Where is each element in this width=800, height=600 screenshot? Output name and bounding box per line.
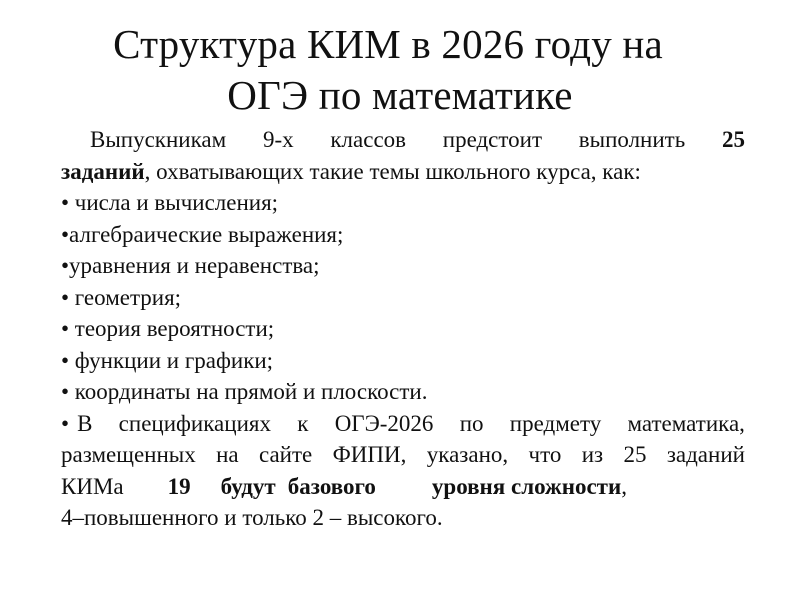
spec-word: что: [528, 442, 562, 467]
spec-word: из: [581, 442, 604, 467]
tasks-word: заданий: [61, 158, 145, 184]
intro-word: классов: [330, 127, 407, 152]
spec-word: к: [297, 410, 309, 436]
intro-word: предстоит: [442, 127, 542, 152]
topic-item: • теория вероятности;: [61, 316, 275, 341]
bold-word: уровня сложности: [431, 473, 622, 499]
spec-word: спецификациях: [118, 410, 271, 436]
basic-level-count: 19: [167, 473, 191, 499]
topic-item: • числа и вычисления;: [61, 190, 279, 215]
spec-word: заданий: [666, 442, 745, 467]
slide-title-line-2: ОГЭ по математике: [227, 72, 573, 118]
bullet-mark: •: [61, 410, 70, 436]
comma: ,: [621, 473, 627, 499]
spec-word: по: [459, 410, 484, 436]
spec-word: В: [77, 410, 93, 436]
topic-item: • функции и графики;: [61, 347, 274, 373]
bold-word: будут: [220, 473, 276, 499]
spec-word: 25: [623, 442, 647, 467]
intro-line-1: [61, 124, 745, 156]
task-count: 25: [721, 127, 745, 152]
spec-line-3: [61, 471, 745, 503]
spec-line-4: 4–повышенного и только 2 – высокого.: [61, 505, 443, 530]
intro-word: выполнить: [578, 127, 686, 152]
spec-word: математика,: [627, 410, 745, 436]
topic-item: • геометрия;: [61, 284, 182, 310]
slide-body: [61, 124, 745, 534]
spec-word: на: [216, 442, 239, 467]
topic-item: • координаты на прямой и плоскости.: [61, 379, 428, 404]
topic-item: •алгебраические выражения;: [61, 221, 344, 247]
slide-title-line-1: Структура КИМ в 2026 году на: [113, 21, 663, 67]
intro-word: Выпускникам: [90, 127, 227, 152]
spec-word: ОГЭ-2026: [334, 410, 434, 436]
spec-word: сайте: [258, 442, 313, 467]
spec-word: указано,: [426, 442, 509, 467]
spec-line-2: [61, 439, 745, 471]
intro-word: 9-х: [262, 127, 294, 152]
spec-word: размещенных: [61, 442, 196, 467]
bold-word: базового: [287, 473, 376, 499]
spec-word: ФИПИ,: [332, 442, 407, 467]
spec-line-1: [61, 408, 745, 440]
spec-word: предмету: [509, 410, 602, 436]
intro-rest: , охватывающих такие темы школьного курса, как:: [144, 158, 641, 184]
spec-word: КИМа: [61, 473, 124, 499]
intro-line-2: [61, 156, 745, 188]
topic-item: •уравнения и неравенства;: [61, 253, 320, 278]
